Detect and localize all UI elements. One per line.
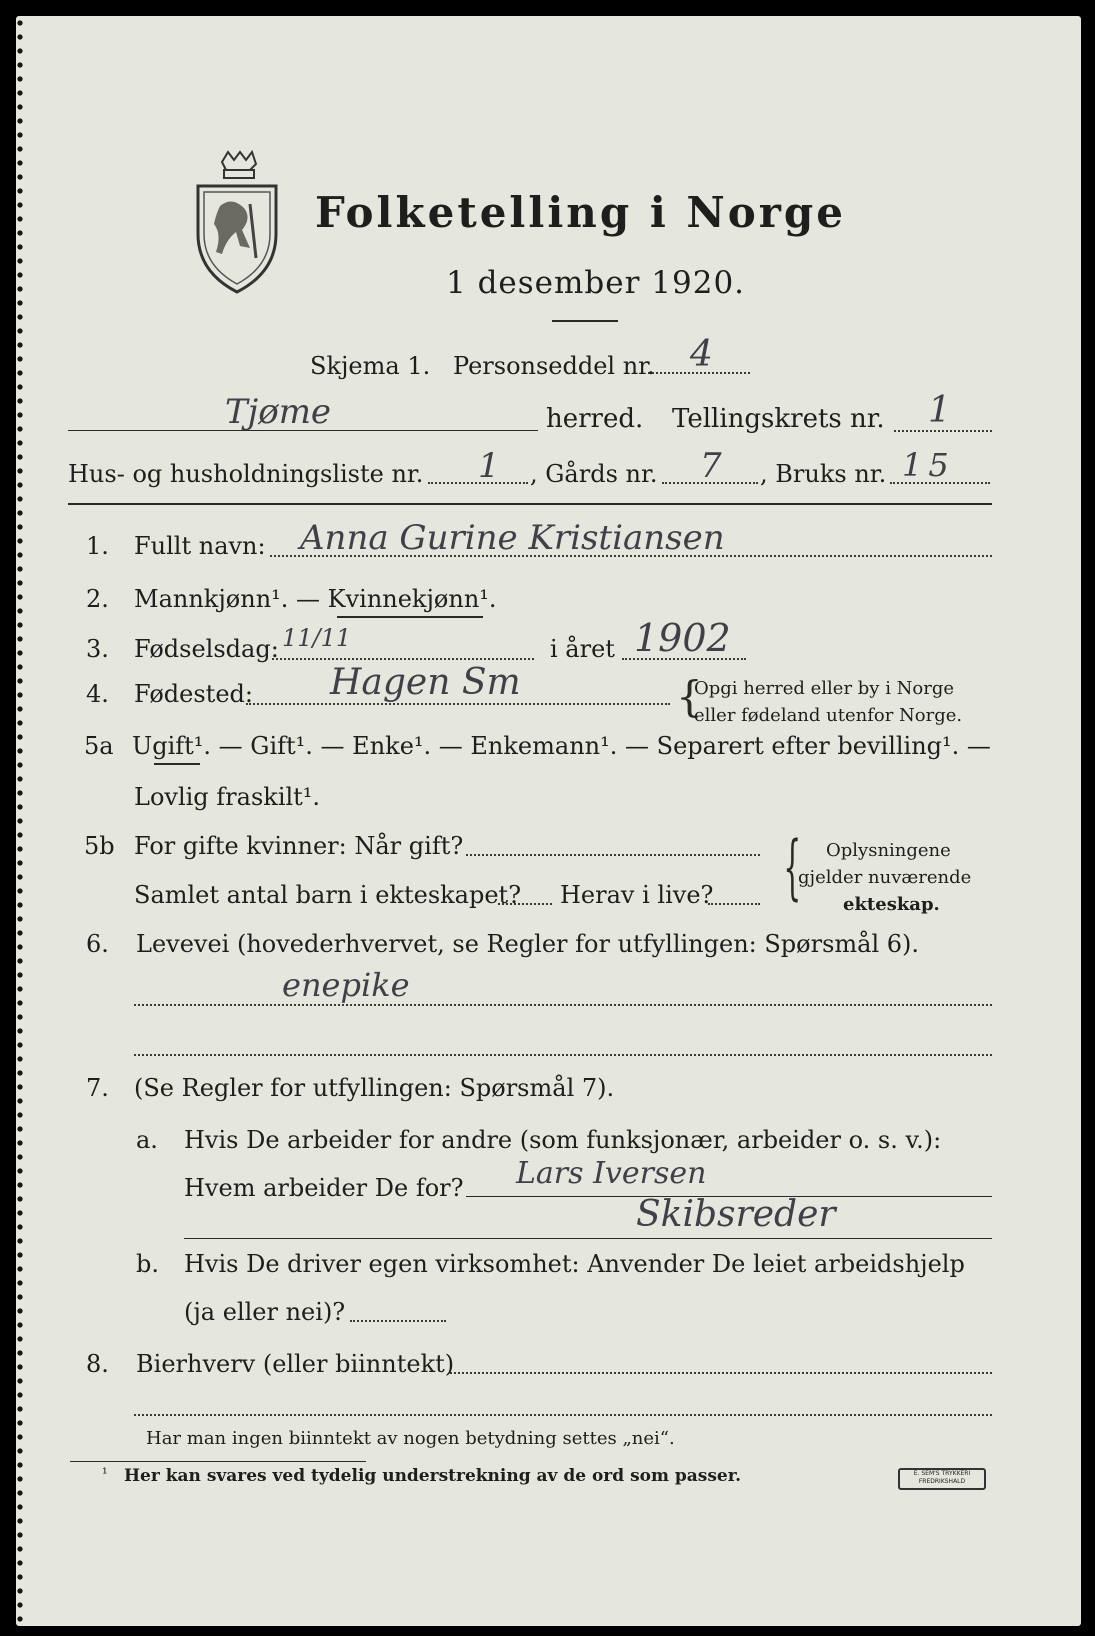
q4-label: Fødested: (134, 680, 253, 708)
census-form-paper (16, 16, 1081, 1626)
marital-status-options: Ugift¹. — Gift¹. — Enke¹. — Enkemann¹. — Separert efter bevilling¹. — (132, 732, 991, 760)
side-income-note: Har man ingen biinntekt av nogen betydning settes „nei“. (146, 1428, 675, 1449)
tellingskrets-label: Tellingskrets nr. (672, 404, 885, 434)
children-count-label: Samlet antal barn i ekteskapet? (134, 881, 522, 909)
footnote-text: Her kan svares ved tydelig understrekning av de ord som passer. (124, 1466, 742, 1486)
q1-label: Fullt navn: (134, 532, 266, 560)
children-alive-line (708, 903, 760, 905)
occupation-line1 (134, 1004, 992, 1006)
birthday-line (272, 658, 534, 660)
birthplace-value: Hagen Sm (330, 662, 521, 703)
q7b-line (350, 1320, 446, 1322)
birth-year-value: 1902 (634, 616, 731, 660)
herred-line (68, 430, 538, 431)
footnote-divider (70, 1461, 366, 1462)
footnote-mark: ¹ (102, 1466, 108, 1482)
children-alive-label: Herav i live? (560, 881, 714, 909)
q5b-note3: ekteskap. (843, 894, 940, 915)
header-divider (68, 503, 992, 505)
census-date: 1 desember 1920. (446, 265, 746, 301)
q8-label: Bierhverv (eller biinntekt) (136, 1350, 455, 1378)
q3-label: Fødselsdag: (134, 635, 279, 663)
marital-status-line2: Lovlig fraskilt¹. (134, 783, 321, 811)
gender-underline (337, 616, 483, 618)
q5b-note1: Oplysningene (826, 840, 951, 861)
q7b-line1: Hvis De driver egen virksomhet: Anvender De leiet arbeidshjelp (184, 1250, 965, 1278)
gards-value: 7 (700, 446, 722, 486)
skjema-label: Skjema 1. (310, 352, 431, 380)
gender-options: Mannkjønn¹. — Kvinnekjønn¹. (134, 585, 497, 613)
tellingskrets-value: 1 (928, 390, 951, 431)
bruks-label: , Bruks nr. (760, 460, 887, 488)
married-when-line (466, 854, 760, 856)
q2-number: 2. (86, 585, 109, 613)
perforated-edge (16, 16, 24, 1626)
q7-label: (Se Regler for utfyllingen: Spørsmål 7). (134, 1074, 615, 1102)
herred-value: Tjøme (225, 392, 332, 432)
form-title: Folketelling i Norge (315, 188, 847, 237)
q7a-letter: a. (136, 1126, 158, 1154)
children-count-line (498, 903, 552, 905)
bruks-value: 15 (902, 446, 955, 484)
q5b-bracket: { (783, 826, 802, 908)
q4-note-line1: Opgi herred eller by i Norge (694, 678, 955, 699)
birthday-value: 11/11 (282, 624, 352, 652)
q4-number: 4. (86, 680, 109, 708)
occupation-line2 (134, 1054, 992, 1056)
marital-status-underline (154, 763, 200, 765)
q5a-number: 5a (84, 732, 114, 760)
q4-bracket: { (676, 672, 703, 721)
q7a-line1: Hvis De arbeider for andre (som funksjonær, arbeider o. s. v.): (184, 1126, 942, 1154)
printer-stamp: E. SEM'S TRYKKERI FREDRIKSHALD (898, 1468, 986, 1490)
coat-of-arms-icon (192, 148, 282, 298)
husliste-label: Hus- og husholdningsliste nr. (68, 460, 424, 488)
year-label: i året (550, 635, 615, 663)
employer-label: Hvem arbeider De for? (184, 1174, 464, 1202)
birthplace-line (246, 703, 670, 705)
q7b-letter: b. (136, 1250, 159, 1278)
q6-label: Levevei (hovederhvervet, se Regler for utfyllingen: Spørsmål 6). (136, 930, 920, 958)
q3-number: 3. (86, 635, 109, 663)
side-income-line1 (450, 1372, 992, 1374)
employer-line2 (184, 1238, 992, 1239)
occupation-value: enepike (282, 966, 410, 1004)
q8-number: 8. (86, 1350, 109, 1378)
gards-label: , Gårds nr. (530, 460, 658, 488)
married-when-label: For gifte kvinner: Når gift? (134, 832, 464, 860)
side-income-line2 (134, 1414, 992, 1416)
herred-label: herred. (546, 404, 644, 434)
q6-number: 6. (86, 930, 109, 958)
employer-occupation-value: Skibsreder (636, 1194, 836, 1235)
q1-number: 1. (86, 532, 109, 560)
title-divider (552, 320, 618, 322)
employer-value: Lars Iversen (516, 1156, 707, 1191)
q5b-note2: gjelder nuværende (798, 867, 972, 888)
q5b-number: 5b (84, 832, 115, 860)
full-name-value: Anna Gurine Kristiansen (300, 518, 725, 558)
personseddel-label: Personseddel nr. (453, 352, 655, 380)
q7-number: 7. (86, 1074, 109, 1102)
q4-note-line2: eller fødeland utenfor Norge. (694, 705, 963, 726)
personseddel-value: 4 (690, 334, 713, 375)
q7b-line2: (ja eller nei)? (184, 1298, 346, 1326)
husliste-value: 1 (478, 446, 500, 486)
